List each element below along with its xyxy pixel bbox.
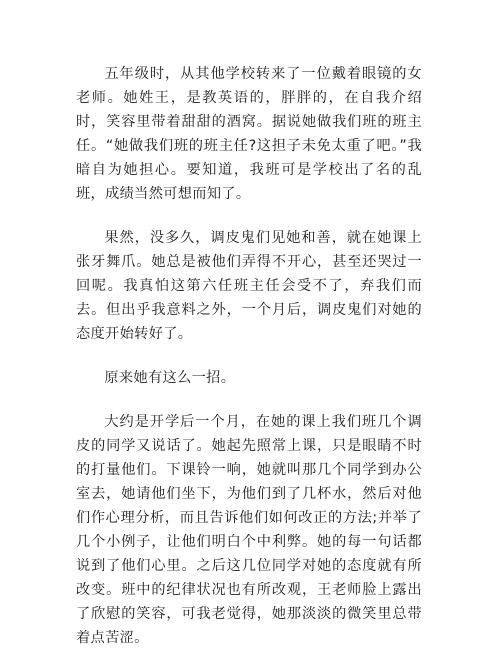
paragraph-2: 果然，没多久，调皮鬼们见她和善，就在她课上张牙舞爪。她总是被他们弄得不开心，甚至还哭过一回呢。我真怕这第六任班主任会受不了，弃我们而去。但出乎我意料之外，一个月后，调皮鬼们对她的态度开始转好了。 [76,230,422,342]
paragraph-1: 五年级时，从其他学校转来了一位戴着眼镜的女老师。她姓王，是教英语的，胖胖的，在自我介绍时，笑容里带着甜甜的酒窝。据说她做我们班的班主任。“她做我们班的班主任?这担子未免太重了吧。”我暗自为她担心。要知道，我班可是学校出了名的乱班，成绩当然可想而知了。 [76,66,422,202]
article-body [76,62,422,650]
paragraph-4: 大约是开学后一个月，在她的课上我们班几个调皮的同学又说话了。她起先照常上课，只是眼睛不时的打量他们。下课铃一响，她就叫那几个同学到办公室去，她请他们坐下，为他们到了几杯水，然后对他们作心理分析，而且告诉他们如何改正的方法;并举了几个小例子，让他们明白个中利弊。她的每一句话都说到了他们心里。之后这几位同学对她的态度就有所改变。班中的纪律状况也有所改观，王老师脸上露出了欣慰的笑容，可我老觉得，她那淡淡的微笑里总带着点苦涩。 [76,414,422,646]
paragraph-3: 原来她有这么一招。 [104,370,236,386]
